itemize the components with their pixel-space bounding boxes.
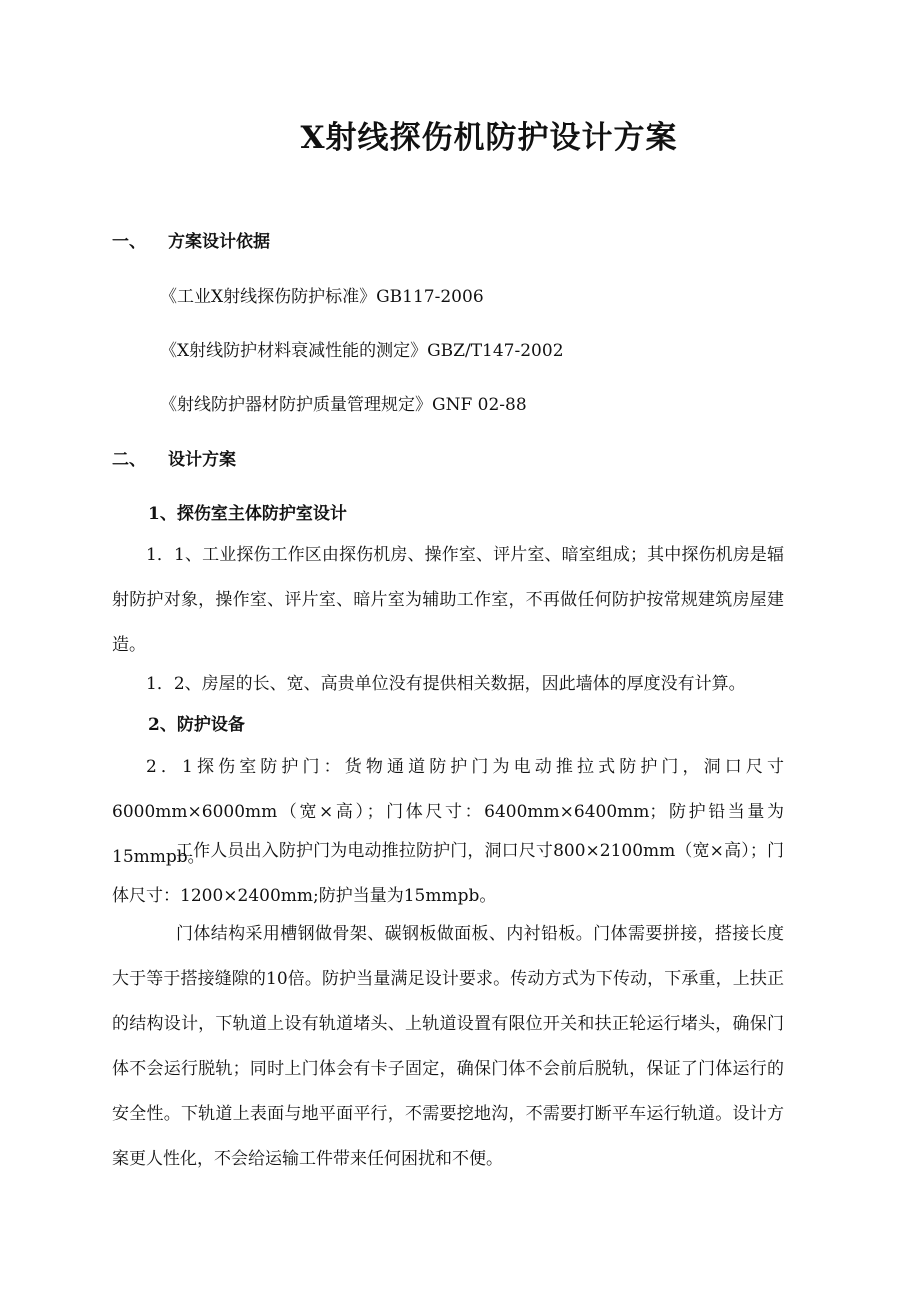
section-2-heading: 设计方案 — [168, 450, 236, 470]
paragraph-2-3: 门体结构采用槽钢做骨架、碳钢板做面板、内衬铅板。门体需要拼接，搭接长度大于等于搭接缝隙的10倍。防护当量满足设计要求。传动方式为下传动，下承重，上扶正的结构设计，下轨道上设有轨道堵头、上轨道设置有限位开关和扶正轮运行堵头，确保门体不会运行脱轨；同时上门体会有卡子固定，确保门体不会前后脱轨，保证了门体运行的安全性。下轨道上表面与地平面平行，不需要挖地沟，不需要打断平车运行轨道。设计方案更人性化，不会给运输工件带来任何困扰和不便。 — [112, 924, 784, 1169]
paragraph-2-1: 2．1探伤室防护门：货物通道防护门为电动推拉式防护门，洞口尺寸6000mm×6000mm（宽×高）；门体尺寸：6400mm×6400mm；防护铅当量为15mmpb。 — [112, 757, 784, 867]
section-1-heading: 方案设计依据 — [168, 232, 270, 252]
section-1-number: 一、 — [112, 232, 146, 252]
document-title: X射线探伤机防护设计方案 — [300, 120, 678, 156]
reference-1: 《工业X射线探伤防护标准》GB117-2006 — [160, 287, 484, 307]
paragraph-2-2: 工作人员出入防护门为电动推拉防护门，洞口尺寸800×2100mm（宽×高）；门体尺寸：1200×2400mm;防护当量为15mmpb。 — [112, 841, 784, 906]
paragraph-1-2: 1．2、房屋的长、宽、高贵单位没有提供相关数据，因此墙体的厚度没有计算。 — [146, 674, 746, 694]
subsection-2-heading: 2、防护设备 — [148, 715, 245, 735]
section-2-number: 二、 — [112, 450, 146, 470]
reference-3: 《射线防护器材防护质量管理规定》GNF 02-88 — [160, 395, 527, 415]
reference-2: 《X射线防护材料衰减性能的测定》GBZ/T147-2002 — [160, 341, 564, 361]
paragraph-1-1: 1．1、工业探伤工作区由探伤机房、操作室、评片室、暗室组成；其中探伤机房是辐射防护对象，操作室、评片室、暗片室为辅助工作室，不再做任何防护按常规建筑房屋建造。 — [112, 545, 784, 655]
subsection-1-heading: 1、探伤室主体防护室设计 — [148, 504, 347, 524]
